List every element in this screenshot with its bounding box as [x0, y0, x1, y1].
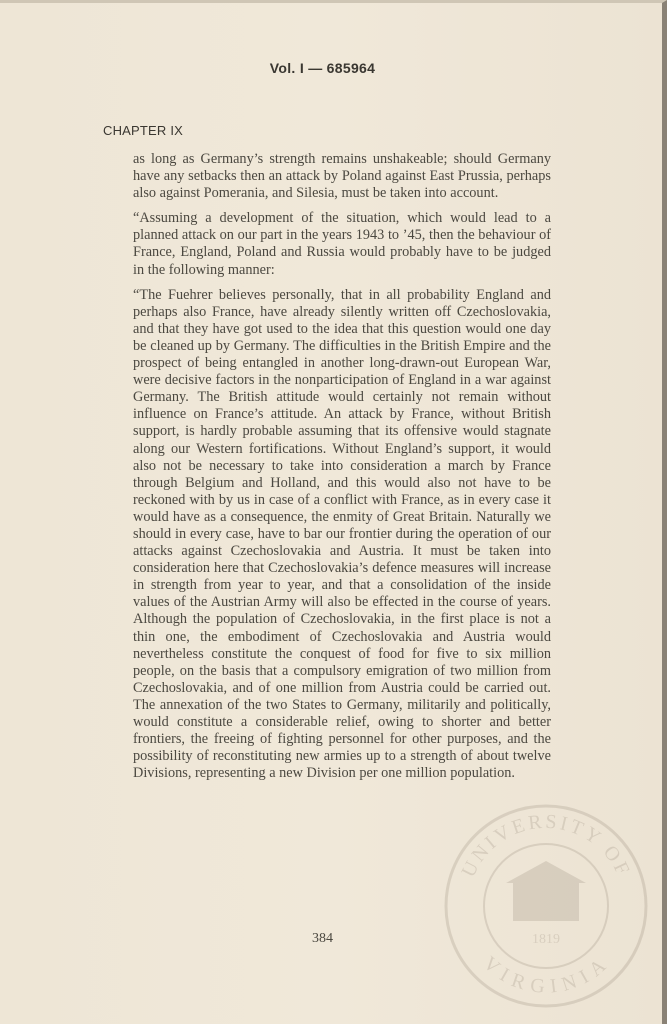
paragraph-assumption: “Assuming a development of the situation, which would lead to a planned attack on our part in the years 1943 to ’45, then the behaviour of France, England, Poland and Russia would probably have to be judged in the following manner: [133, 210, 551, 278]
university-seal-watermark [443, 803, 649, 1009]
paragraph-fuehrer-belief: “The Fuehrer believes personally, that in all probability England and perhaps also France, have already silently written off Czechoslovakia, and that they have got used to the idea that this question would one day be cleaned up by Germany. The difficulties in the British Empire and the prospect of being entangled in another long-drawn-out European War, were decisive factors in the nonparticipation of England in a war against Germany. The British attitude would certainly not remain without influence on France’s attitude. An attack by France, without British support, is hardly probable assuming that its offensive would stagnate along our Western fortifications. Without England’s support, it would also not be necessary to take into consideration a march by France through Belgium and Holland, and this would also not have to be reckoned with by us in case of a conflict with France, as in every case it would have as a consequence, the enmity of Great Britain. Naturally we should in every case, have to bar our frontier during the operation of our attacks against Czechoslovakia and Austria. It must be taken into consideration here that Czechoslovakia’s defence measures will increase in strength from year to year, and that a consolidation of the inside values of the Austrian Army will also be effected in the course of years. Although the population of Czechoslovakia, in the first place is not a thin one, the embodiment of Czechoslovakia and Austria would nevertheless constitute the conquest of food for five to six million people, on the basis that a compulsory emigration of two million from Czechoslovakia, and of one million from Austria could be carried out. The annexation of the two States to Germany, militarily and politically, would constitute a considerable relief, owing to shorter and better frontiers, the freeing of fighting personnel for other purposes, and the possibility of reconstituting new armies up to a strength of about twelve Divisions, representing a new Division per one million population. [133, 286, 551, 782]
volume-header: Vol. I — 685964 [269, 60, 376, 76]
seal-text-bottom: VIRGINIA [478, 952, 614, 999]
svg-text:VIRGINIA [479, 952, 613, 998]
chapter-heading: CHAPTER IX [103, 123, 184, 138]
seal-year: 1819 [532, 932, 560, 947]
body-text [133, 151, 551, 790]
seal-text-top: UNIVERSITY OF [457, 810, 635, 881]
page-number: 384 [312, 931, 333, 946]
seal-rotunda-icon [513, 881, 579, 921]
paragraph-continuation: as long as Germany’s strength remains unshakeable; should Germany have any setbacks then an attack by Poland against East Prussia, perhaps also against Pomerania, and Silesia, must be taken into account. [133, 151, 551, 202]
